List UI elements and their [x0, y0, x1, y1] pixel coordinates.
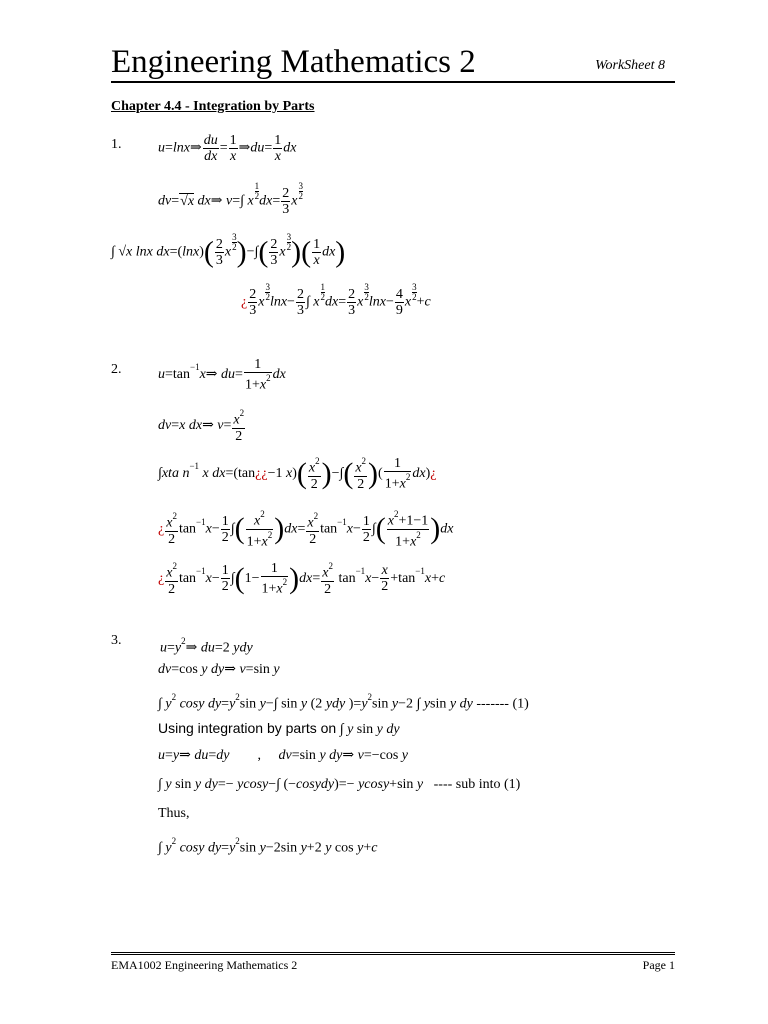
q1-line-1: u=lnx⇒ $\frac{du}{dx}$ = $\frac{1}{x}$ ⇒du= $\frac{1}{x}$ dx: [158, 133, 297, 164]
worksheet-label: WorkSheet 8: [595, 58, 665, 73]
footer-page-number: Page 1: [642, 958, 675, 972]
question-number-1: 1.: [111, 137, 122, 152]
header-rule: [111, 81, 675, 83]
q3-line-1: $u=y^2\Rightarrow$ du=2 ydy: [160, 636, 253, 656]
question-number-3: 3.: [111, 633, 122, 648]
q2-line-5: ¿ $\frac{x^2}{2}$ $\tan^{-1}x-$ $\frac{1}{2}$ ∫(1− $\frac{1}{1+x^2}$ )dx= $\frac{x^2}{2}$ $\tan^{-1}x-$ $\frac{x}{2}$ $+\tan^{-1}x+c$: [158, 561, 446, 597]
q2-line-4: ¿ $\frac{x^2}{2}$ $\tan^{-1}x-$ $\frac{1}{2}$ ∫( $\frac{x^2}{1+x^2}$ )dx= $\frac{x^2}{2}$ $\tan^{-1}x-$ $\frac{1}{2}$ ∫( $\frac{x^2+1-1}{1+x^2}$ )dx: [158, 509, 454, 550]
q1-line-4: ¿ $\frac{2}{3}$ x $\frac{3}{2}$ lnx− $\frac{2}{3}$ ∫ x $\frac{1}{2}$ dx= $\frac{2}{3}$ x $\frac{3}{2}$ lnx− $\frac{4}{9}$ x $\frac{3}{2}$ +c: [241, 282, 431, 318]
q3-line-8: ∫ $y^2$ cosy $dy=y^2\sin$ y−2sin y+2 y cos y+c: [158, 836, 378, 856]
question-number-2: 2.: [111, 362, 122, 377]
q3-thus: Thus,: [158, 806, 190, 821]
q3-line-2: dv=cos y dy⇒ v=sin y: [158, 662, 280, 677]
q1-line-2: dv=√x dx⇒ v=∫ x $\frac{1}{2}$ dx= $\frac{2}{3}$ x $\frac{3}{2}$: [158, 181, 303, 217]
q3-line-6: ∫ y sin y dy=− ycosy−∫ (−cosydy)=− ycosy+sin y ---- sub into (1): [158, 777, 521, 792]
footer-rule: [111, 952, 675, 955]
footer-course: EMA1002 Engineering Mathematics 2: [111, 958, 298, 972]
q3-sub-text: ---- sub into (1): [433, 777, 521, 792]
q3-line-5: u=y⇒ du=dy , dv=sin y dy⇒ v=−cos y: [158, 748, 408, 763]
chapter-heading: Chapter 4.4 - Integration by Parts: [111, 99, 315, 114]
q1-line-3: ∫ √x lnx dx=(lnx)( $\frac{2}{3}$ x $\frac{3}{2}$ )−∫( $\frac{2}{3}$ x $\frac{3}{2}$ )( $\frac{1}{x}$ dx): [111, 232, 346, 269]
q2-line-3: ∫xta $n^{-1}$ x dx=(tan¿¿−1 x)( $\frac{x^2}{2}$ )−∫( $\frac{x^2}{2}$ )( $\frac{1}{1+x^2}$ dx)¿: [158, 456, 437, 492]
q3-line-4: Using integration by parts on ∫ y sin y dy: [158, 720, 400, 737]
q3-ref-1: ------- (1): [476, 696, 529, 712]
page-title: Engineering Mathematics 2: [111, 44, 476, 80]
q3-using-text: Using integration by parts on: [158, 720, 337, 736]
q2-line-2: dv=x dx⇒ v= $\frac{x^2}{2}$: [158, 408, 245, 444]
q2-line-1: $u=\tan^{-1}x\Rightarrow$ du= $\frac{1}{1+x^2}$ dx: [158, 357, 286, 393]
q3-line-3: ∫ $y^2$ cosy $dy=y^2\sin$ y−∫ sin y (2 ydy )$=y^2\sin$ y−2 ∫ ysin y dy ------- (1): [158, 692, 529, 712]
